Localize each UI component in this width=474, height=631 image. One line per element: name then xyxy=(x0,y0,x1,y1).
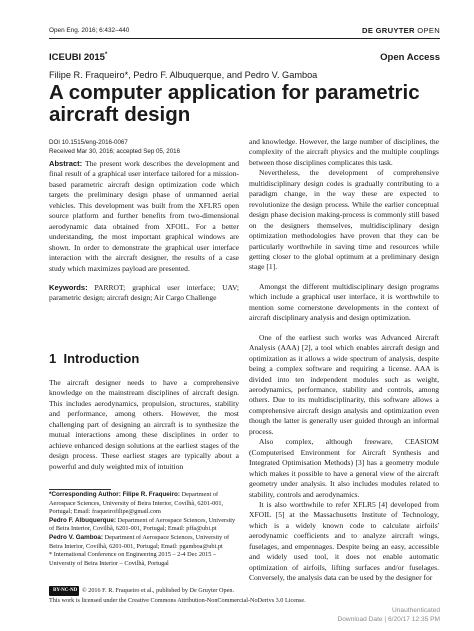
section-heading xyxy=(49,351,139,366)
received-dates: Received Mar 30, 2016; accepted Sep 05, 2016 xyxy=(49,148,181,155)
cc-badge-text: BY-NC-ND xyxy=(53,588,78,593)
footnote-label: Pedro F. Albuquerque: xyxy=(49,516,116,524)
conference-label: ICEUBI 2015 xyxy=(49,52,105,64)
keywords xyxy=(49,283,239,304)
right-column xyxy=(249,137,439,584)
keywords-label: Keywords: xyxy=(49,282,88,292)
copyright-line: © 2016 F. R. Fraqueiro et al., published by De Gruyter Open. xyxy=(82,587,234,594)
section-number: 1 xyxy=(49,351,57,366)
footnote-text: Department of Aerospace Sciences, University of Beira Interior, Covilhã, 6201-001, Portugal; Email: fraqueirofilipe@gmail.com xyxy=(49,491,224,516)
license-line: This work is licensed under the Creative Commons Attribution-NonCommercial-NoDerivs 3.0 License. xyxy=(49,597,306,604)
doi: DOI 10.1515/eng-2016-0067 xyxy=(49,139,128,146)
footnote xyxy=(49,517,239,534)
author-list: Filipe R. Fraqueiro*, Pedro F. Albuquerque, and Pedro V. Gamboa xyxy=(49,70,318,80)
footnote-label: *Corresponding Author: Filipe R. Fraqueiro: xyxy=(49,491,180,498)
body-paragraph: It is also worthwhile to refer XFLR5 [4] developed from XFOIL [5] at the Massachusetts Institute of Technology, which is a widely known code to calculate airfoils' aerodynamic coefficients and to analyze aircraft wings, fuselages, and empennages. Despite being an easy, accessible and widely used tool, it does not enable automatic optimization of airfoils, lifting surfaces and/or fuselages. Conversely, the analysis data can be used by the designer for xyxy=(249,499,439,583)
abstract-text: The present work describes the development and final result of a graphical user interface tailored for a mission-based parametric aircraft design optimization code which targets the preliminary design phase of unmanned aerial vehicles. This development was built from the XFLR5 open source platform and further benefits from two-dimensional aerodynamic data obtained from XFOIL. For a better understanding, the most important graphical windows are shown. In order to demonstrate the graphical user interface interaction with the aircraft designer, the results of a case study which maximizes payload are presented. xyxy=(49,159,239,273)
footnote xyxy=(49,551,239,568)
auth-stamp: Unauthenticated xyxy=(391,607,440,614)
abstract-label: Abstract: xyxy=(49,159,83,168)
body-paragraph: One of the earliest such works was Advanced Aircraft Analysis (AAA) [2], a tool which enables aircraft design and optimization as it allows a wide spectrum of analysis, despite being a complex software and requiring a license. AAA is divided into ten independent modules such as weight, aerodynamics, performance, stability and controls, among others. Due to its multidisciplinarity, this software allows a comprehensive aircraft design analysis and optimization even though the latter is generally user guided through an informal process. xyxy=(249,332,439,436)
open-access-label: Open Access xyxy=(380,52,440,63)
conference-name xyxy=(49,52,107,63)
footnote xyxy=(49,534,239,551)
paper-title: A computer application for parametric aircraft design xyxy=(49,81,420,126)
footnote-rule xyxy=(49,489,111,490)
section-title: Introduction xyxy=(63,351,140,366)
article-meta xyxy=(49,138,180,156)
footnotes xyxy=(49,491,239,568)
body-paragraph: Also complex, although freeware, CEASIOM (Computerised Environment for Aircraft Synthesis and Integrated Optimisation Methods) [3] has a geometry module which makes it possible to have a general view of the aircraft geometry under analysis. It also includes modules related to stability, controls and aerodynamics. xyxy=(249,437,439,499)
intro-paragraph: The aircraft designer needs to have a comprehensive knowledge on the mainstream disciplines of aircraft design. This includes aerodynamics, propulsion, structures, stability and performance, among others. However, the most challenging part of designing an aircraft is to synthesize the mutual interactions among these disciplines in order to achieve enhanced design solutions at the earliest stages of the design process. These earliest stages are typically about a powerful and duly weighted mix of intuition xyxy=(49,378,239,471)
cc-license-badge xyxy=(49,586,79,596)
download-date: Download Date | 6/20/17 12:35 PM xyxy=(337,616,440,623)
body-paragraph: and knowledge. However, the large number of disciplines, the complexity of the aircraft physics and the multiple couplings between those disciplines complicates this task. xyxy=(249,137,439,167)
journal-reference: Open Eng. 2016; 6:432–440 xyxy=(49,27,130,34)
abstract-block xyxy=(49,159,239,304)
publisher-logo xyxy=(362,26,440,35)
body-paragraph: Nevertheless, the development of comprehensive multidisciplinary design codes is gradually contributing to a paradigm change, in the way these are expected to revolutionize the design process. While the earlier conceptual design phase decision making-process is commonly still based on the designers themselves, multidisciplinary design optimization methodologies have proven that they can be particularly worthwhile in saving time and resources while getting closer to the global optimum at a preliminary design stage [1]. xyxy=(249,168,439,272)
footnote-label: Pedro V. Gamboa: xyxy=(49,533,104,541)
footnote-text: Department of Aerospace Sciences, University of Beira Interior, Covilhã, 6201-001, Portugal; Email: pffa@ubi.pt xyxy=(49,516,236,533)
publisher-name: DE GRUYTER xyxy=(362,26,415,35)
conference-mark: * xyxy=(104,52,108,58)
footnote-text: * International Conference on Engineering 2015 – 2-4 Dec 2015 – University of Beira Interior – Covilhã, Portugal xyxy=(49,551,217,567)
keywords-text: PARROT; graphical user interface; UAV; parametric design; aircraft design; Air Cargo Challenge xyxy=(49,282,239,303)
footnote-text: Department of Aerospace Sciences, University of Beira Interior, Covilhã, 6201-001, Portugal; Email: pgamboa@ubi.pt xyxy=(49,533,230,550)
header-divider xyxy=(49,38,440,39)
abstract xyxy=(49,159,239,274)
footnote xyxy=(49,491,239,517)
body-paragraph: Amongst the different multidisciplinary design programs which include a graphical user interface, it is worthwhile to mention some cornerstone developments in the context of aircraft disciplinary analysis and design optimization. xyxy=(249,281,439,323)
publisher-suffix: OPEN xyxy=(417,26,440,35)
